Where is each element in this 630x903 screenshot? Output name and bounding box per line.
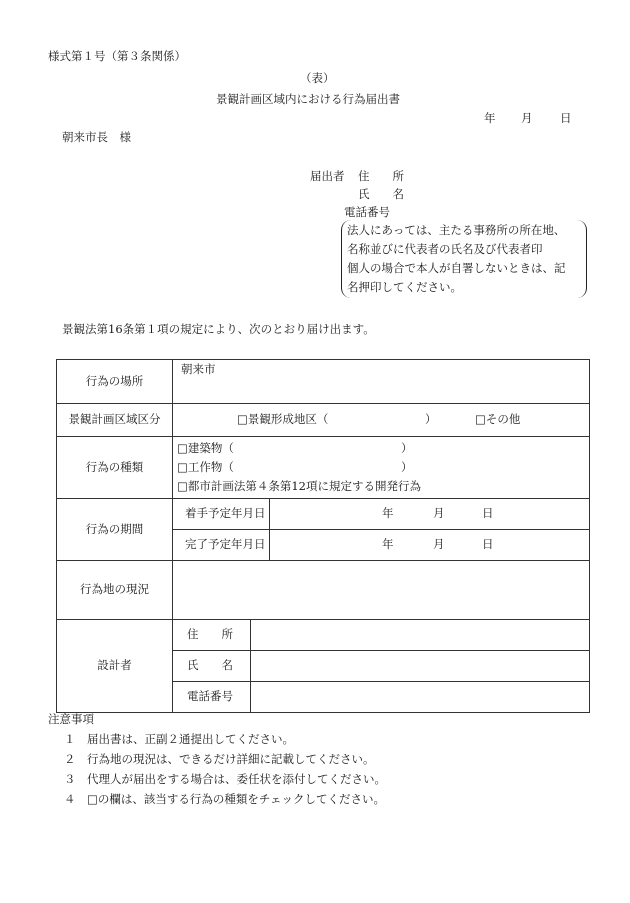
row-status: [57, 561, 590, 620]
end-date-label: 完了予定年月日: [173, 530, 270, 560]
applicant-name-label: 氏 名: [358, 187, 404, 201]
row-period-start: [57, 499, 590, 530]
side-label: （表）: [300, 71, 335, 85]
end-date-field[interactable]: [270, 530, 590, 560]
note-item: [64, 773, 386, 787]
start-day-label: 日: [482, 506, 494, 520]
row-district: [57, 404, 590, 437]
location-value: 朝来市: [181, 362, 216, 376]
kind-field: [173, 437, 590, 499]
status-label: 行為地の現況: [57, 561, 173, 620]
designer-label: 設計者: [57, 620, 173, 713]
intro-text: 景観法第16条第１項の規定により、次のとおり届け出ます。: [62, 322, 375, 336]
note-number: ３: [64, 772, 76, 786]
designer-address-field[interactable]: [251, 620, 590, 651]
date-month-label: 月: [521, 111, 533, 125]
designer-phone-field[interactable]: [251, 682, 590, 713]
kind-development-checkbox[interactable]: □都市計画法第４条第12項に規定する開発行為: [177, 479, 421, 493]
start-date-label: 着手予定年月日: [173, 499, 270, 529]
kind-structure-checkbox[interactable]: □工作物（: [177, 460, 234, 474]
end-month-label: 月: [433, 537, 445, 551]
note-text: 行為地の現況は、できるだけ詳細に記載してください。: [87, 752, 375, 766]
applicant-note-line-1: 法人にあっては、主たる事務所の所在地、: [347, 223, 566, 237]
applicant-phone-label: 電話番号: [344, 205, 390, 219]
district-label: 景観計画区域区分: [57, 404, 173, 437]
district-option-other[interactable]: □その他: [475, 412, 521, 426]
end-day-label: 日: [482, 537, 494, 551]
location-field[interactable]: [173, 360, 590, 404]
date-year-label: 年: [484, 111, 496, 125]
applicant-note-line-4: 名押印してください。: [347, 280, 462, 294]
district-field: [173, 404, 590, 437]
row-kind: [57, 437, 590, 499]
row-designer-address: [57, 620, 590, 651]
designer-name-field[interactable]: [251, 651, 590, 682]
note-number: ２: [64, 752, 76, 766]
designer-address-label: 住 所: [173, 620, 251, 651]
note-text: □の欄は、該当する行為の種類をチェックしてください。: [87, 792, 386, 806]
note-number: ４: [64, 792, 76, 806]
designer-name-label: 氏 名: [173, 651, 251, 682]
note-item: [64, 793, 385, 807]
notes-title: 注意事項: [48, 712, 94, 726]
notification-form-table: [56, 359, 590, 713]
applicant-note-line-2: 名称並びに代表者の氏名及び代表者印: [347, 242, 543, 256]
start-month-label: 月: [433, 506, 445, 520]
note-item: [64, 733, 294, 747]
designer-phone-label: 電話番号: [173, 682, 251, 713]
kind-structure-close: ）: [401, 460, 413, 474]
district-option-landscape-close: ）: [425, 412, 437, 426]
district-option-landscape[interactable]: □景観形成地区（: [237, 412, 329, 426]
start-date-field[interactable]: [270, 499, 590, 529]
applicant-note-line-3: 個人の場合で本人が自署しないときは、記: [347, 261, 566, 275]
kind-building-checkbox[interactable]: □建築物（: [177, 441, 234, 455]
applicant-label: 届出者: [310, 169, 345, 183]
row-location: [57, 360, 590, 404]
status-field[interactable]: [173, 561, 590, 620]
note-number: １: [64, 732, 76, 746]
note-text: 届出書は、正副２通提出してください。: [87, 732, 294, 746]
kind-label: 行為の種類: [57, 437, 173, 499]
applicant-address-label: 住 所: [358, 169, 404, 183]
period-label: 行為の期間: [57, 499, 173, 561]
page-title: 景観計画区域内における行為届出書: [216, 92, 400, 106]
kind-building-close: ）: [401, 441, 413, 455]
date-day-label: 日: [560, 111, 572, 125]
end-year-label: 年: [382, 537, 394, 551]
addressee: 朝来市長 様: [62, 130, 131, 144]
note-item: [64, 753, 375, 767]
location-label: 行為の場所: [57, 360, 173, 404]
start-year-label: 年: [382, 506, 394, 520]
form-number: 様式第１号（第３条関係）: [48, 49, 186, 63]
note-text: 代理人が届出をする場合は、委任状を添付してください。: [87, 772, 386, 786]
